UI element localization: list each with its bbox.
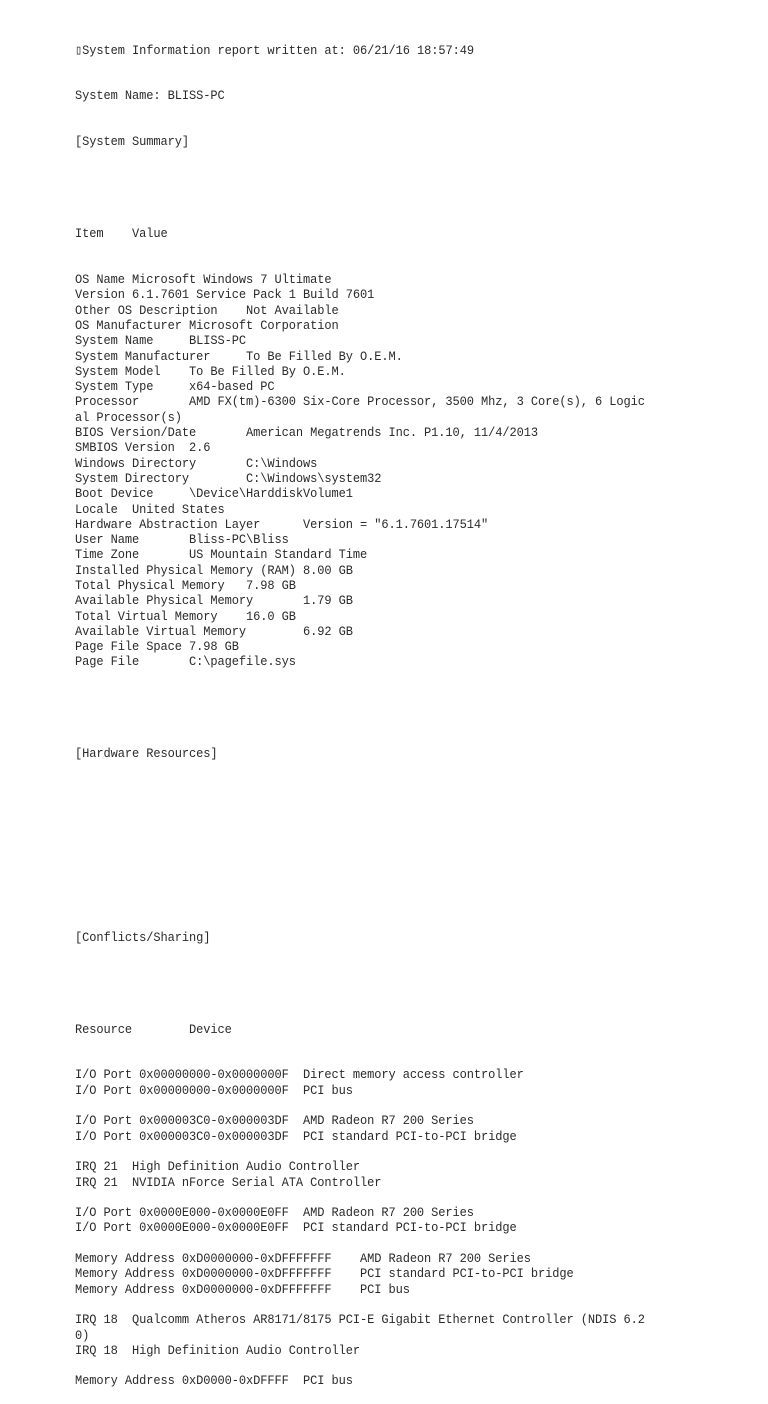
summary-line: OS Name Microsoft Windows 7 Ultimate: [75, 272, 332, 288]
section-title-hardware-resources: [Hardware Resources]: [75, 746, 218, 762]
conflict-line: I/O Port 0x000003C0-0x000003DF PCI standard PCI-to-PCI bridge: [75, 1128, 517, 1144]
conflict-groups: [75, 1067, 649, 1388]
summary-line: Windows Directory C:\Windows: [75, 455, 318, 471]
summary-line: Hardware Abstraction Layer Version = "6.1.7601.17514": [75, 516, 489, 532]
conflict-group: [75, 1312, 649, 1358]
conflict-line: I/O Port 0x00000000-0x0000000F Direct memory access controller: [75, 1067, 524, 1083]
conflict-line: Memory Address 0xD0000000-0xDFFFFFFF PCI bus: [75, 1281, 410, 1297]
conflict-group: [75, 1251, 649, 1297]
summary-line: Available Virtual Memory 6.92 GB: [75, 623, 353, 639]
summary-line: Total Virtual Memory 16.0 GB: [75, 608, 296, 624]
summary-line: Other OS Description Not Available: [75, 302, 339, 318]
report-header-line: ▯System Information report written at: 06/21/16 18:57:49: [75, 42, 474, 58]
summary-line: System Name BLISS-PC: [75, 333, 246, 349]
blank-line: [75, 976, 649, 991]
conflict-group: [75, 1205, 649, 1236]
conflict-line: Memory Address 0xD0000-0xDFFFF PCI bus: [75, 1373, 353, 1389]
conflict-line: Memory Address 0xD0000000-0xDFFFFFFF PCI standard PCI-to-PCI bridge: [75, 1266, 574, 1282]
summary-line: System Type x64-based PC: [75, 379, 275, 395]
conflict-group: [75, 1159, 649, 1190]
summary-line: BIOS Version/Date American Megatrends Inc. P1.10, 11/4/2013: [75, 425, 539, 441]
summary-line: Page File C:\pagefile.sys: [75, 654, 296, 670]
summary-line: SMBIOS Version 2.6: [75, 440, 211, 456]
blank-line: [75, 1236, 649, 1251]
summary-line: Available Physical Memory 1.79 GB: [75, 593, 353, 609]
conflict-line: IRQ 18 Qualcomm Atheros AR8171/8175 PCI-E Gigabit Ethernet Controller (NDIS 6.2: [75, 1312, 645, 1328]
conflict-line: I/O Port 0x0000E000-0x0000E0FF PCI standard PCI-to-PCI bridge: [75, 1220, 517, 1236]
conflict-group: [75, 1067, 649, 1098]
blank-line: [75, 1098, 649, 1113]
blank-line: [75, 792, 649, 807]
conflict-line: Memory Address 0xD0000000-0xDFFFFFFF AMD Radeon R7 200 Series: [75, 1251, 531, 1267]
conflict-line: IRQ 18 High Definition Audio Controller: [75, 1342, 360, 1358]
summary-line: User Name Bliss-PC\Bliss: [75, 532, 289, 548]
summary-line: Locale United States: [75, 501, 225, 517]
section-title-conflicts-sharing: [Conflicts/Sharing]: [75, 929, 211, 945]
conflict-line: I/O Port 0x0000E000-0x0000E0FF AMD Radeon R7 200 Series: [75, 1205, 474, 1221]
conflict-line: I/O Port 0x000003C0-0x000003DF AMD Radeon R7 200 Series: [75, 1113, 474, 1129]
summary-line: Total Physical Memory 7.98 GB: [75, 577, 296, 593]
conflict-line: IRQ 21 NVIDIA nForce Serial ATA Controller: [75, 1174, 382, 1190]
summary-line: Version 6.1.7601 Service Pack 1 Build 7601: [75, 287, 375, 303]
blank-line: [75, 1190, 649, 1205]
blank-line: [75, 884, 649, 899]
summary-line: System Model To Be Filled By O.E.M.: [75, 363, 346, 379]
summary-line: System Directory C:\Windows\system32: [75, 470, 382, 486]
system-info-document: [75, 12, 649, 1404]
blank-line: [75, 700, 649, 715]
blank-line: [75, 1144, 649, 1159]
system-name-line: System Name: BLISS-PC: [75, 88, 225, 104]
conflict-group: [75, 1373, 649, 1388]
section-title-system-summary: [System Summary]: [75, 134, 189, 150]
summary-line: al Processor(s): [75, 409, 182, 425]
summary-line: Page File Space 7.98 GB: [75, 639, 239, 655]
summary-line: Processor AMD FX(tm)-6300 Six-Core Processor, 3500 Mhz, 3 Core(s), 6 Logic: [75, 394, 645, 410]
conflict-line: IRQ 21 High Definition Audio Controller: [75, 1159, 360, 1175]
conflict-line: I/O Port 0x00000000-0x0000000F PCI bus: [75, 1082, 353, 1098]
summary-line: OS Manufacturer Microsoft Corporation: [75, 317, 339, 333]
summary-line: Time Zone US Mountain Standard Time: [75, 547, 368, 563]
conflicts-column-header: Resource Device: [75, 1021, 232, 1037]
conflict-group: [75, 1113, 649, 1144]
summary-line: System Manufacturer To Be Filled By O.E.M.: [75, 348, 403, 364]
summary-column-header: Item Value: [75, 226, 168, 242]
blank-line: [75, 838, 649, 853]
blank-line: [75, 1358, 649, 1373]
blank-line: [75, 180, 649, 195]
conflict-line: 0): [75, 1327, 90, 1343]
summary-line: Installed Physical Memory (RAM) 8.00 GB: [75, 562, 353, 578]
summary-line: Boot Device \Device\HarddiskVolume1: [75, 486, 353, 502]
summary-lines: [75, 272, 649, 670]
blank-line: [75, 1297, 649, 1312]
